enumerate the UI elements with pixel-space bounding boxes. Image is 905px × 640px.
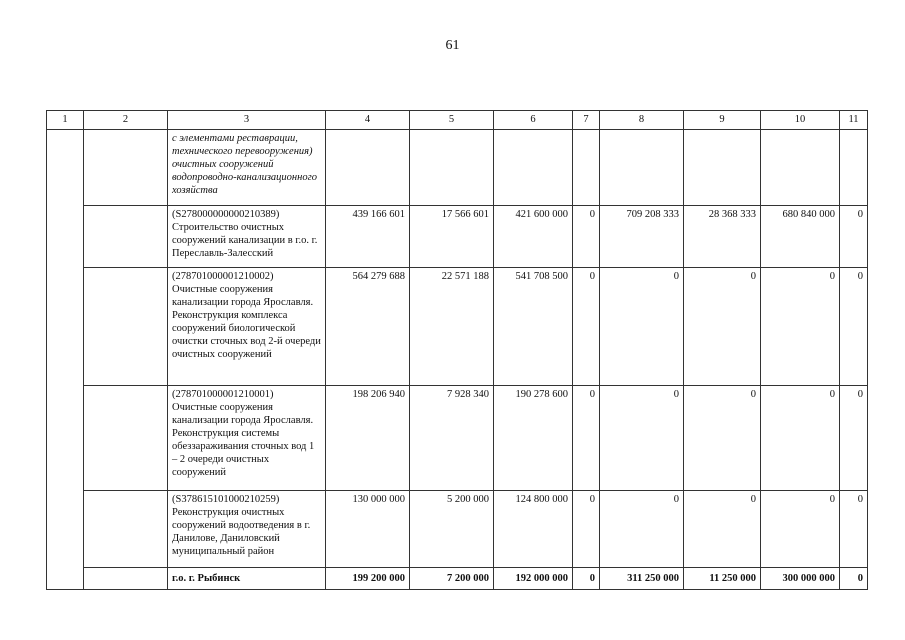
column-header-9: 9 — [684, 111, 761, 130]
cell-col8: 0 — [600, 491, 684, 568]
total-col8: 311 250 000 — [600, 568, 684, 590]
cell-col5: 5 200 000 — [410, 491, 494, 568]
table-cell — [494, 130, 573, 206]
column-header-8: 8 — [600, 111, 684, 130]
table-row — [47, 491, 868, 568]
column-header-6: 6 — [494, 111, 573, 130]
total-description: г.о. г. Рыбинск — [168, 568, 326, 590]
cell-col11: 0 — [840, 268, 868, 386]
total-col9: 11 250 000 — [684, 568, 761, 590]
total-col5: 7 200 000 — [410, 568, 494, 590]
column-header-7: 7 — [573, 111, 600, 130]
cell-col4: 439 166 601 — [326, 206, 410, 268]
table-cell — [600, 130, 684, 206]
column-header-3: 3 — [168, 111, 326, 130]
cell-col9: 0 — [684, 491, 761, 568]
merged-cell-col1 — [47, 130, 84, 590]
cell-col8: 709 208 333 — [600, 206, 684, 268]
row-description: (S378615101000210259) Реконструкция очистных сооружений водоотведения в г. Данилове, Даниловский муниципальный район — [168, 491, 326, 568]
cell-col10: 680 840 000 — [761, 206, 840, 268]
cell-col5: 7 928 340 — [410, 386, 494, 491]
column-header-1: 1 — [47, 111, 84, 130]
table-cell — [410, 130, 494, 206]
table-cell — [326, 130, 410, 206]
cell-col8: 0 — [600, 268, 684, 386]
cell-col7: 0 — [573, 386, 600, 491]
column-header-4: 4 — [326, 111, 410, 130]
table-cell — [84, 206, 168, 268]
cell-col4: 130 000 000 — [326, 491, 410, 568]
cell-col7: 0 — [573, 206, 600, 268]
cell-col11: 0 — [840, 491, 868, 568]
table-cell — [84, 268, 168, 386]
cell-col4: 564 279 688 — [326, 268, 410, 386]
total-col6: 192 000 000 — [494, 568, 573, 590]
cell-col9: 0 — [684, 386, 761, 491]
cell-col7: 0 — [573, 268, 600, 386]
row-description: (278701000001210001) Очистные сооружения канализации города Ярославля. Реконструкция системы обеззараживания сточных вод 1 – 2 очереди очистных сооружений — [168, 386, 326, 491]
budget-table — [46, 110, 868, 590]
column-header-11: 11 — [840, 111, 868, 130]
cell-col11: 0 — [840, 386, 868, 491]
total-col11: 0 — [840, 568, 868, 590]
table-cell — [84, 130, 168, 206]
column-header-2: 2 — [84, 111, 168, 130]
table-cell — [84, 568, 168, 590]
total-col7: 0 — [573, 568, 600, 590]
cell-col7: 0 — [573, 491, 600, 568]
cell-col5: 22 571 188 — [410, 268, 494, 386]
cell-col6: 421 600 000 — [494, 206, 573, 268]
table-cell — [84, 491, 168, 568]
table-row — [47, 268, 868, 386]
cell-col6: 190 278 600 — [494, 386, 573, 491]
total-row — [47, 568, 868, 590]
table-cell — [761, 130, 840, 206]
cell-col4: 198 206 940 — [326, 386, 410, 491]
cell-col10: 0 — [761, 491, 840, 568]
table-row — [47, 130, 868, 206]
cell-col9: 0 — [684, 268, 761, 386]
table-cell — [840, 130, 868, 206]
cell-col5: 17 566 601 — [410, 206, 494, 268]
total-col10: 300 000 000 — [761, 568, 840, 590]
total-col4: 199 200 000 — [326, 568, 410, 590]
table-cell — [684, 130, 761, 206]
table-cell — [573, 130, 600, 206]
row-description: (278701000001210002) Очистные сооружения канализации города Ярославля. Реконструкция комплекса сооружений биологической очистки сточных вод 2-й очереди очистных сооружений — [168, 268, 326, 386]
column-header-10: 10 — [761, 111, 840, 130]
cell-col9: 28 368 333 — [684, 206, 761, 268]
cell-col11: 0 — [840, 206, 868, 268]
column-header-5: 5 — [410, 111, 494, 130]
table-row — [47, 386, 868, 491]
cell-col6: 541 708 500 — [494, 268, 573, 386]
cell-col10: 0 — [761, 386, 840, 491]
table-row — [47, 206, 868, 268]
page-number: 61 — [445, 38, 460, 53]
cell-col10: 0 — [761, 268, 840, 386]
header-row — [47, 111, 868, 130]
continuation-description: с элементами реставрации, технического перевооружения) очистных сооружений водопроводно-канализационного хозяйства — [168, 130, 326, 206]
cell-col8: 0 — [600, 386, 684, 491]
cell-col6: 124 800 000 — [494, 491, 573, 568]
row-description: (S278000000000210389) Строительство очистных сооружений канализации в г.о. г. Переславль-Залесский — [168, 206, 326, 268]
table-cell — [84, 386, 168, 491]
